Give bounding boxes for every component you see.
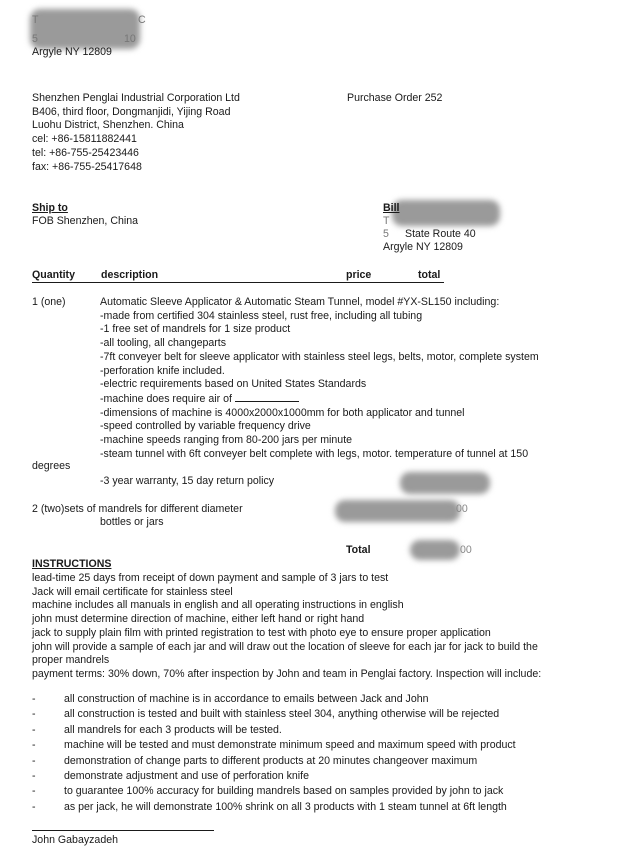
sender-line-1: T <box>32 14 39 26</box>
redaction-item-1-price <box>400 472 490 494</box>
sender-line-3: Argyle NY 12809 <box>32 46 112 58</box>
bullet-mark: - <box>32 785 36 798</box>
item-1-line: -made from certified 304 stainless steel, rust free, including all tubing <box>100 309 423 322</box>
instruction-line: machine includes all manuals in english and all operating instructions in english <box>32 599 404 612</box>
item-1-line: -1 free set of mandrels for 1 size product <box>100 323 291 336</box>
bullet-text: as per jack, he will demonstrate 100% shrink on all 3 products with 1 steam tunnel at 6ft length <box>64 800 507 813</box>
air-blank-line <box>235 392 299 402</box>
bullet-text: to guarantee 100% accuracy for building mandrels based on samples provided by john to jack <box>64 785 504 798</box>
sender-line-2-tail: 10 <box>124 33 136 45</box>
redaction-item-2-price <box>335 500 460 522</box>
item-1-line: -electric requirements based on United States Standards <box>100 378 367 391</box>
sender-line-1-tail: C <box>138 14 146 26</box>
item-2-line-2: bottles or jars <box>100 516 164 528</box>
redaction-bill-to <box>392 200 500 226</box>
item-1-line: -7ft conveyer belt for sleeve applicator with stainless steel legs, belts, motor, complete system <box>100 350 539 363</box>
bullet-text: all construction of machine is in accordance to emails between Jack and John <box>64 693 429 705</box>
total-value-tail: 00 <box>460 544 472 556</box>
bullet-mark: - <box>32 708 36 721</box>
ship-to-value: FOB Shenzhen, China <box>32 215 138 227</box>
instruction-line: proper mandrels <box>32 654 110 667</box>
header-underline <box>32 282 444 283</box>
vendor-line: fax: +86-755-25417648 <box>32 160 142 173</box>
column-quantity: Quantity <box>32 269 75 281</box>
vendor-line: cel: +86-15811882441 <box>32 133 137 146</box>
bullet-mark: - <box>32 769 36 782</box>
item-1-line-air <box>100 392 539 407</box>
instruction-line: jack to supply plain film with printed registration to test with photo eye to ensure proper application <box>32 626 491 639</box>
bill-to-heading: Bill <box>383 202 400 214</box>
instructions-body <box>32 572 541 682</box>
vendor-line: Shenzhen Penglai Industrial Corporation Ltd <box>32 92 240 104</box>
item-1-warranty: -3 year warranty, 15 day return policy <box>100 475 275 487</box>
bill-to-line-3: Argyle NY 12809 <box>383 241 463 253</box>
item-1-line: -perforation knife included. <box>100 364 225 377</box>
instructions-heading: INSTRUCTIONS <box>32 558 112 570</box>
item-1-description <box>100 296 539 461</box>
item-1-line: -dimensions of machine is 4000x2000x1000mm for both applicator and tunnel <box>100 406 465 419</box>
purchase-order-number: Purchase Order 252 <box>347 92 443 104</box>
column-description: description <box>101 269 159 281</box>
bullet-text: all mandrels for each 3 products will be tested. <box>64 723 282 736</box>
item-1-line: -machine does require air of <box>100 392 232 405</box>
bill-to-line-1: T <box>383 215 390 227</box>
vendor-line: B406, third floor, Dongmanjidi, Yijing Road <box>32 105 231 118</box>
total-label: Total <box>346 544 371 556</box>
bill-to-line-2: 5 <box>383 228 389 240</box>
bullet-mark: - <box>32 693 36 705</box>
instruction-line: lead-time 25 days from receipt of down payment and sample of 3 jars to test <box>32 572 389 584</box>
item-2-price-tail: 00 <box>456 503 468 515</box>
item-1-line: -all tooling, all changeparts <box>100 337 227 350</box>
vendor-line: Luohu District, Shenzhen. China <box>32 119 184 132</box>
signature-name: John Gabayzadeh <box>32 834 118 846</box>
bullet-text: machine will be tested and must demonstrate minimum speed and maximum speed with product <box>64 739 516 752</box>
signature-line <box>32 830 214 831</box>
item-1-quantity: 1 (one) <box>32 296 66 308</box>
item-1-line: -speed controlled by variable frequency drive <box>100 420 311 433</box>
instruction-line: john will provide a sample of each jar and will draw out the location of sleeve for each jar for jack to build the <box>32 640 538 653</box>
item-1-wrap: degrees <box>32 460 71 472</box>
bullet-mark: - <box>32 754 36 767</box>
item-1-line: -machine speeds ranging from 80-200 jars per minute <box>100 434 353 447</box>
instruction-line: Jack will email certificate for stainless steel <box>32 585 233 598</box>
redaction-total <box>410 540 460 560</box>
item-1-title: Automatic Sleeve Applicator & Automatic Steam Tunnel, model #YX-SL150 including: <box>100 296 500 308</box>
bill-to-line-2-rest: State Route 40 <box>405 228 476 240</box>
bullet-mark: - <box>32 800 36 813</box>
item-2-line-1: 2 (two)sets of mandrels for different diameter <box>32 503 243 515</box>
bullet-mark: - <box>32 723 36 736</box>
sender-line-2: 5 <box>32 33 38 45</box>
bullet-text: demonstration of change parts to different products at 20 minutes changeover maximum <box>64 754 478 767</box>
column-total: total <box>418 269 441 281</box>
bullet-text: all construction is tested and built with stainless steel 304, anything otherwise will be rejected <box>64 708 500 721</box>
bullet-text: demonstrate adjustment and use of perforation knife <box>64 769 309 782</box>
vendor-address <box>32 92 240 174</box>
ship-to-heading: Ship to <box>32 202 68 214</box>
instruction-line: payment terms: 30% down, 70% after inspection by John and team in Penglai factory. Inspection will include: <box>32 667 542 680</box>
bullet-mark: - <box>32 739 36 752</box>
column-price: price <box>346 269 372 281</box>
instruction-line: john must determine direction of machine, either left hand or right hand <box>32 613 365 626</box>
item-1-line: -steam tunnel with 6ft conveyer belt complete with legs, motor. temperature of tunnel at 150 <box>100 447 529 460</box>
vendor-line: tel: +86-755-25423446 <box>32 146 139 159</box>
